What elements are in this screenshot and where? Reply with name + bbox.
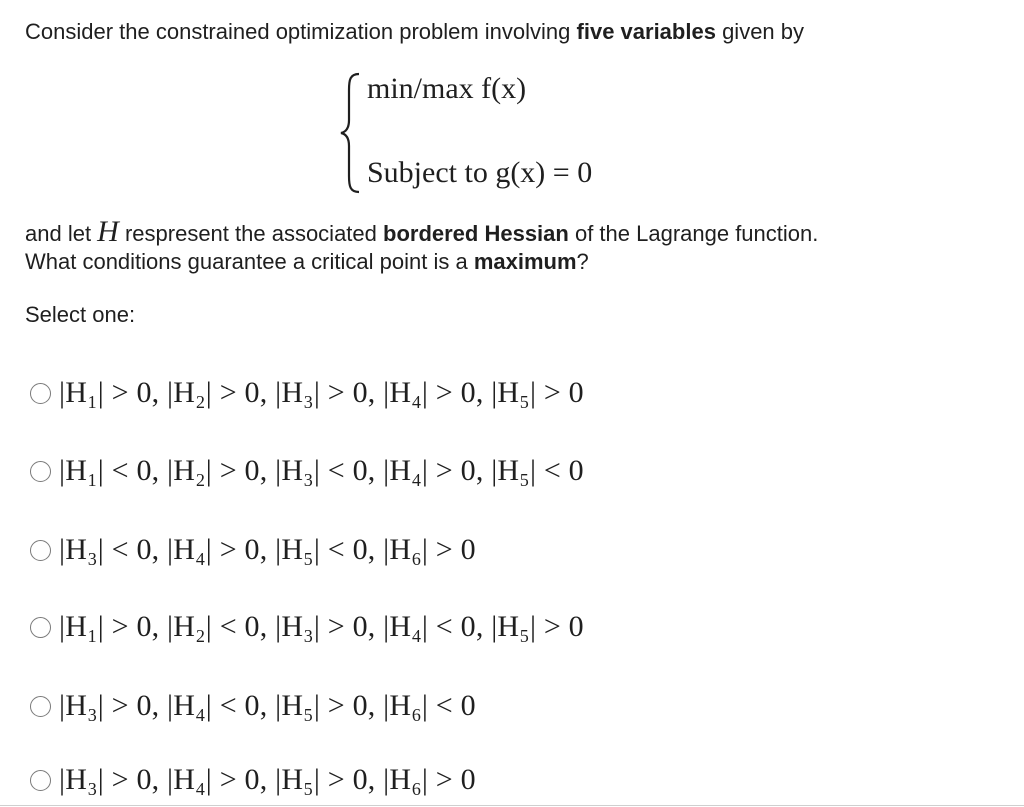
option-label[interactable]: |H₁| > 0, |H₂| > 0, |H₃| > 0, |H₄| > 0, |H₅| > 0 — [59, 376, 584, 409]
intro-text-end: given by — [715, 19, 805, 44]
answer-option-1[interactable] — [30, 373, 584, 413]
intro-bold-text: five variables — [576, 19, 716, 44]
question-hessian-line — [25, 217, 818, 249]
question-intro — [25, 17, 804, 47]
radio-button[interactable] — [30, 540, 51, 561]
question-condition-line — [25, 247, 589, 277]
option-label[interactable]: |H₁| < 0, |H₂| > 0, |H₃| < 0, |H₄| > 0, |H₅| < 0 — [59, 454, 584, 487]
radio-button[interactable] — [30, 770, 51, 791]
intro-text: Consider the constrained optimization problem involving — [25, 19, 577, 44]
option-label[interactable]: |H₁| > 0, |H₂| < 0, |H₃| > 0, |H₄| < 0, |H₅| > 0 — [59, 610, 584, 643]
formula-constraint: Subject to g(x) = 0 — [367, 156, 593, 189]
hessian-line-start: and let — [25, 221, 98, 246]
answer-option-2[interactable] — [30, 451, 584, 491]
condition-line-end: ? — [576, 249, 589, 274]
condition-line-start: What conditions guarantee a critical point is a — [25, 249, 474, 274]
radio-button[interactable] — [30, 617, 51, 638]
option-label[interactable]: |H₃| < 0, |H₄| > 0, |H₅| < 0, |H₆| > 0 — [59, 533, 476, 566]
condition-bold-text: maximum — [473, 249, 577, 274]
bottom-divider — [0, 805, 1024, 806]
hessian-line-mid: respresent the associated — [118, 221, 383, 246]
radio-button[interactable] — [30, 696, 51, 717]
answer-option-6[interactable] — [30, 760, 476, 800]
option-label[interactable]: |H₃| > 0, |H₄| < 0, |H₅| > 0, |H₆| < 0 — [59, 689, 476, 722]
curly-brace-icon — [338, 72, 362, 194]
answer-option-3[interactable] — [30, 530, 476, 570]
hessian-bold-text: bordered Hessian — [383, 221, 569, 246]
answer-option-4[interactable] — [30, 607, 584, 647]
option-label[interactable]: |H₃| > 0, |H₄| > 0, |H₅| > 0, |H₆| > 0 — [59, 763, 476, 796]
answer-option-5[interactable] — [30, 686, 476, 726]
radio-button[interactable] — [30, 461, 51, 482]
formula-objective: min/max f(x) — [367, 72, 527, 105]
select-one-prompt: Select one: — [25, 302, 136, 327]
h-symbol: H — [97, 215, 119, 248]
radio-button[interactable] — [30, 383, 51, 404]
hessian-line-end: of the Lagrange function. — [568, 221, 819, 246]
